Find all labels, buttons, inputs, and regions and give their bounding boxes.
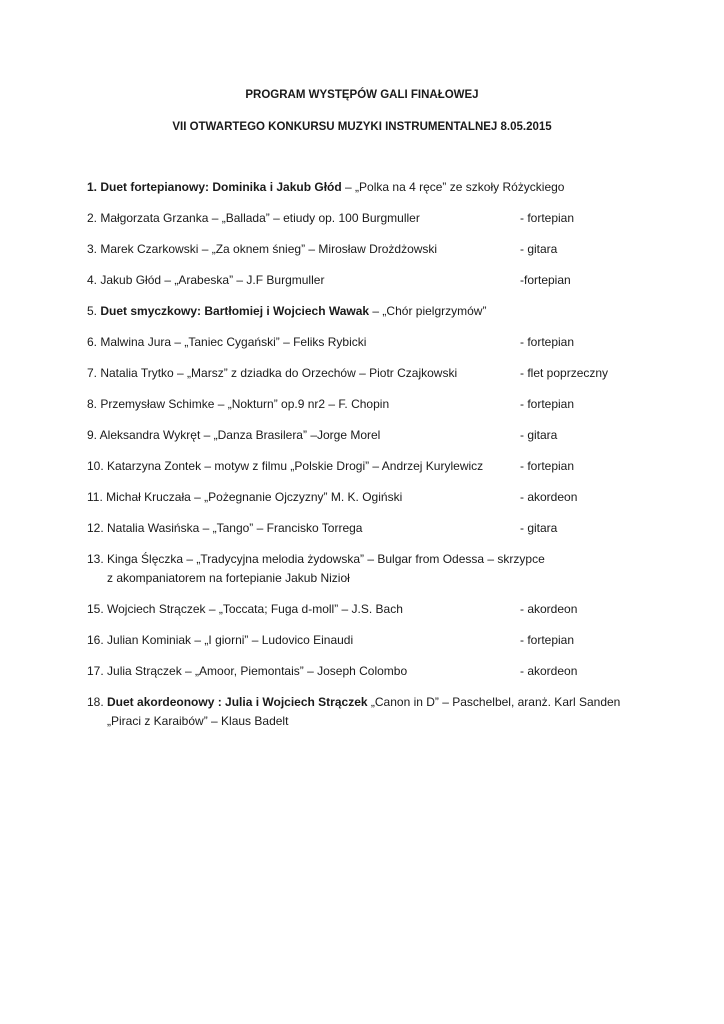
item-instrument: - fortepian: [520, 397, 575, 411]
program-item-5: [87, 304, 486, 319]
item-instrument: - gitara: [520, 521, 558, 535]
item-continuation: z akompaniatorem na fortepianie Jakub Nizioł: [107, 571, 350, 585]
item-piece: – „Polka na 4 ręce” ze szkoły Różyckiego: [341, 180, 565, 194]
item-instrument: - flet poprzeczny: [520, 366, 609, 380]
program-item-6: 6. Malwina Jura – „Taniec Cygański” – Feliks Rybicki: [87, 335, 367, 349]
program-item-1: [87, 180, 564, 195]
program-item-12: 12. Natalia Wasińska – „Tango” – Francisko Torrega: [87, 521, 363, 535]
item-performers: 1. Duet fortepianowy: Dominika i Jakub Głód: [87, 180, 342, 194]
program-item-18: [87, 695, 620, 710]
item-instrument: - akordeon: [520, 602, 578, 616]
item-instrument: - fortepian: [520, 211, 575, 225]
program-item-11: 11. Michał Kruczała – „Pożegnanie Ojczyzny” M. K. Ogiński: [87, 490, 403, 504]
item-piece: – „Chór pielgrzymów”: [369, 304, 487, 318]
program-item-9: 9. Aleksandra Wykręt – „Danza Brasilera” –Jorge Morel: [87, 428, 381, 442]
item-number: 18.: [87, 695, 108, 709]
program-item-2: 2. Małgorzata Grzanka – „Ballada” – etiudy op. 100 Burgmuller: [87, 211, 420, 225]
item-continuation: „Piraci z Karaibów” – Klaus Badelt: [107, 714, 289, 728]
item-instrument: - fortepian: [520, 335, 575, 349]
item-instrument: -fortepian: [520, 273, 571, 287]
item-instrument: - fortepian: [520, 459, 575, 473]
item-instrument: - fortepian: [520, 633, 575, 647]
item-performers: Duet smyczkowy: Bartłomiej i Wojciech Wawak: [100, 304, 370, 318]
item-instrument: - akordeon: [520, 490, 578, 504]
item-instrument: - akordeon: [520, 664, 578, 678]
program-item-13: 13. Kinga Ślęczka – „Tradycyjna melodia żydowska” – Bulgar from Odessa – skrzypce: [87, 552, 545, 566]
program-item-15: 15. Wojciech Strączek – „Toccata; Fuga d-moll” – J.S. Bach: [87, 602, 403, 616]
program-item-4: 4. Jakub Głód – „Arabeska” – J.F Burgmuller: [87, 273, 325, 287]
competition-subtitle: VII OTWARTEGO KONKURSU MUZYKI INSTRUMENTALNEJ 8.05.2015: [172, 121, 552, 133]
program-title: PROGRAM WYSTĘPÓW GALI FINAŁOWEJ: [245, 89, 479, 101]
program-item-17: 17. Julia Strączek – „Amoor, Piemontais” – Joseph Colombo: [87, 664, 408, 678]
program-item-7: 7. Natalia Trytko – „Marsz” z dziadka do Orzechów – Piotr Czajkowski: [87, 366, 458, 380]
program-item-10: 10. Katarzyna Zontek – motyw z filmu „Polskie Drogi” – Andrzej Kurylewicz: [87, 459, 484, 473]
program-item-8: 8. Przemysław Schimke – „Nokturn” op.9 nr2 – F. Chopin: [87, 397, 390, 411]
item-number: 5.: [87, 304, 101, 318]
program-item-16: 16. Julian Kominiak – „I giorni” – Ludovico Einaudi: [87, 633, 354, 647]
program-item-3: 3. Marek Czarkowski – „Za oknem śnieg” – Mirosław Drożdżowski: [87, 242, 438, 256]
item-instrument: - gitara: [520, 428, 558, 442]
item-performers: Duet akordeonowy : Julia i Wojciech Strączek: [107, 695, 368, 709]
item-instrument: - gitara: [520, 242, 558, 256]
item-piece: „Canon in D” – Paschelbel, aranż. Karl Sanden: [367, 695, 621, 709]
